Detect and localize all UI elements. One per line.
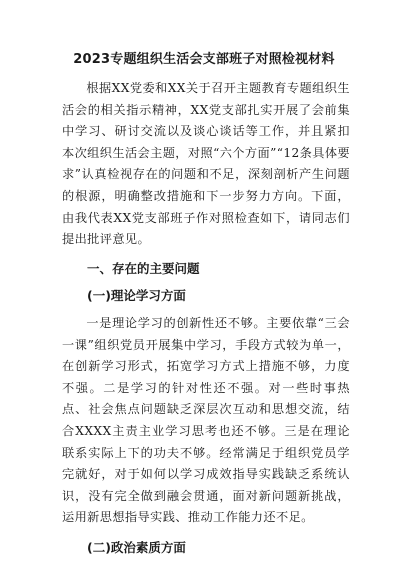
subsection-heading-theory-study: (一)理论学习方面 [87, 288, 186, 304]
document-title: 2023专题组织生活会支部班子对照检视材料 [73, 52, 335, 67]
intro-paragraph: 根据XX党委和XX关于召开主题教育专题组织生活会的相关指示精神，XX党支部扎实开展了会前集中学习、研讨交流以及谈心谈话等工作，并且紧扣本次组织生活会主题，对照“六个方面”“12条具体要求”认真检视存在的问题和不足，深刻剖析产生问题的根源，明确整改措施和下一步努力方向。下面，由我代表XX党支部班子作对照检查如下，请同志们提出批评意见。 [62, 81, 350, 247]
subsection-heading-political-quality: (二)政治素质方面 [87, 539, 186, 555]
theory-study-paragraph: 一是理论学习的创新性还不够。主要依靠“三会一课”组织党员开展集中学习，手段方式较为单一，在创新学习形式，拓宽学习方式上措施不够，力度不强。二是学习的针对性还不强。对一些时事热点、社会焦点问题缺乏深层次互动和思想交流，结合XXXX主责主业学习思考也还不够。三是在理论联系实际上下的功夫不够。经常满足于组织党员学完就好，对于如何以学习成效指导实践缺乏系统认识，没有完全做到融会贯通，面对新问题新挑战，运用新思想指导实践、推动工作能力还不足。 [62, 315, 350, 525]
section-heading-main-problems: 一、存在的主要问题 [87, 260, 200, 276]
document-body [62, 78, 350, 558]
